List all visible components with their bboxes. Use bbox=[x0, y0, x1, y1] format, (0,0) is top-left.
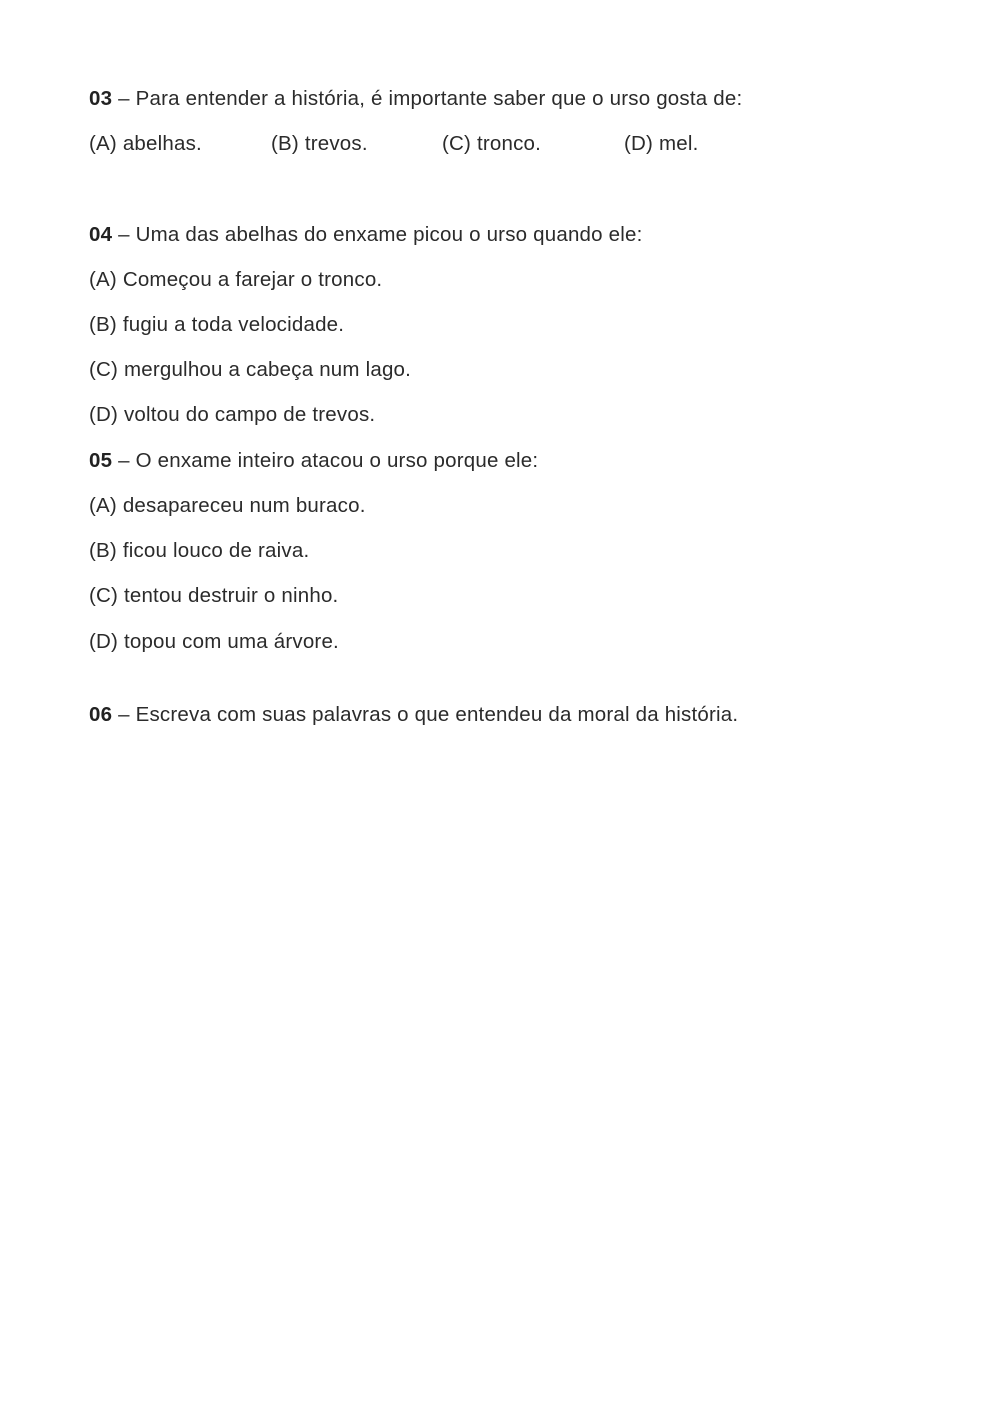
question-number: 04 bbox=[89, 223, 113, 246]
option-c[interactable]: (C) mergulhou a cabeça num lago. bbox=[89, 358, 412, 381]
question-dash: – bbox=[112, 703, 136, 726]
question-dash: – bbox=[112, 87, 136, 110]
question-dash: – bbox=[112, 223, 136, 246]
question-05 bbox=[89, 448, 538, 474]
question-prompt: Para entender a história, é importante saber que o urso gosta de: bbox=[135, 87, 743, 110]
option-c[interactable]: (C) tronco. bbox=[442, 132, 542, 155]
option-b[interactable]: (B) trevos. bbox=[271, 132, 368, 155]
question-number: 06 bbox=[89, 703, 113, 726]
option-b[interactable]: (B) fugiu a toda velocidade. bbox=[89, 313, 345, 336]
question-04 bbox=[89, 222, 643, 248]
option-d[interactable]: (D) mel. bbox=[624, 132, 699, 155]
option-b[interactable]: (B) ficou louco de raiva. bbox=[89, 539, 310, 562]
option-c[interactable]: (C) tentou destruir o ninho. bbox=[89, 584, 339, 607]
question-number: 05 bbox=[89, 449, 113, 472]
question-03 bbox=[89, 86, 742, 112]
option-d[interactable]: (D) voltou do campo de trevos. bbox=[89, 403, 376, 426]
question-prompt: Escreva com suas palavras o que entendeu da moral da história. bbox=[135, 703, 739, 726]
option-a[interactable]: (A) desapareceu num buraco. bbox=[89, 494, 366, 517]
option-d[interactable]: (D) topou com uma árvore. bbox=[89, 630, 339, 653]
question-06 bbox=[89, 702, 738, 728]
option-a[interactable]: (A) abelhas. bbox=[89, 132, 202, 155]
option-a[interactable]: (A) Começou a farejar o tronco. bbox=[89, 268, 383, 291]
question-dash: – bbox=[112, 449, 136, 472]
question-prompt: Uma das abelhas do enxame picou o urso quando ele: bbox=[135, 223, 643, 246]
question-prompt: O enxame inteiro atacou o urso porque ele: bbox=[135, 449, 539, 472]
question-number: 03 bbox=[89, 87, 113, 110]
